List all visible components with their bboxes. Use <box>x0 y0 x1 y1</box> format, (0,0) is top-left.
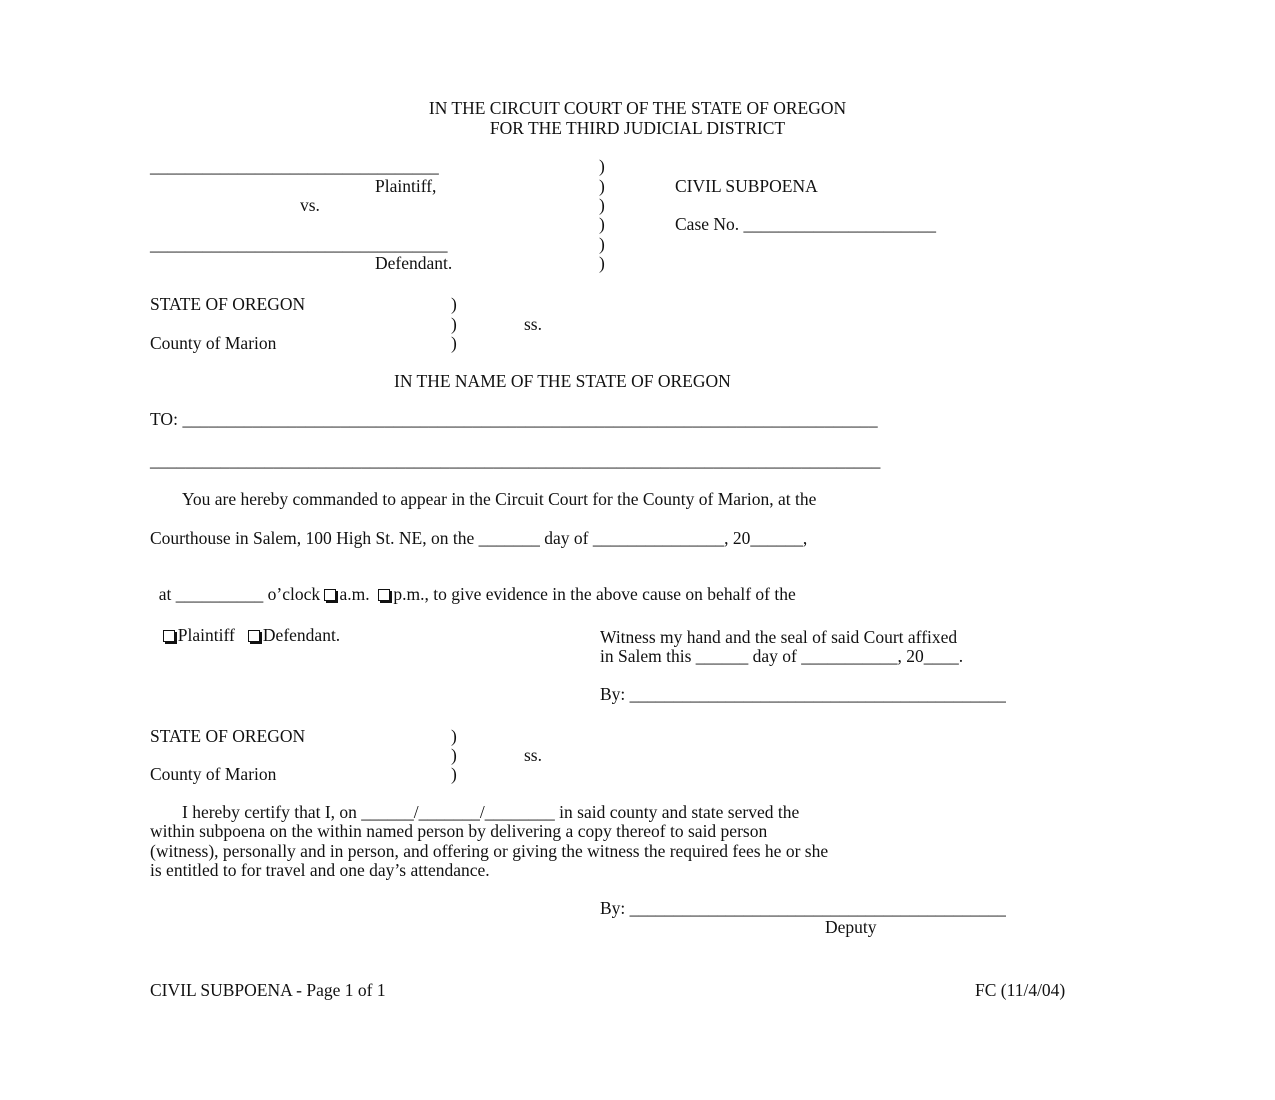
venue-paren: ) <box>451 764 457 784</box>
vs-label: vs. <box>300 195 320 215</box>
plaintiff-label: Plaintiff, <box>375 176 437 196</box>
document-title: CIVIL SUBPOENA <box>675 176 818 196</box>
defendant-name-blank[interactable]: __________________________________ <box>150 234 448 254</box>
caption-paren: ) <box>599 234 605 254</box>
caption-paren: ) <box>599 176 605 196</box>
plaintiff-option-label: Plaintiff <box>177 624 235 645</box>
checkbox-icon[interactable] <box>163 630 175 642</box>
caption-paren: ) <box>599 195 605 215</box>
venue-paren: ) <box>451 294 457 314</box>
time-field[interactable]: at __________ o’clock <box>158 583 325 604</box>
checkbox-icon[interactable] <box>248 630 260 642</box>
venue-paren: ) <box>451 333 457 353</box>
certify-line-4: is entitled to for travel and one day’s attendance. <box>150 860 490 880</box>
footer-form-code: FC (11/4/04) <box>975 980 1066 1000</box>
venue-state: STATE OF OREGON <box>150 726 306 746</box>
venue-county: County of Marion <box>150 333 277 353</box>
caption-paren: ) <box>599 214 605 234</box>
witness-line-1: Witness my hand and the seal of said Court affixed <box>600 627 958 647</box>
certify-line-3: (witness), personally and in person, and offering or giving the witness the required fees he or she <box>150 841 829 861</box>
defendant-option-label: Defendant. <box>262 624 341 645</box>
caption-paren: ) <box>599 253 605 273</box>
checkbox-icon[interactable] <box>378 589 390 601</box>
am-checkbox[interactable] <box>324 584 369 604</box>
deputy-label: Deputy <box>825 917 877 937</box>
deputy-signature-line[interactable]: By: ___________________________________________ <box>600 898 1006 918</box>
defendant-label: Defendant. <box>375 253 453 273</box>
venue-paren: ) <box>451 314 457 334</box>
defendant-checkbox[interactable] <box>248 625 340 645</box>
plaintiff-name-blank[interactable]: _________________________________ <box>150 156 439 176</box>
district-heading: FOR THE THIRD JUDICIAL DISTRICT <box>489 118 786 138</box>
to-field-line-2[interactable]: ___________________________________________________________________________________ <box>150 450 881 470</box>
footer-page-label: CIVIL SUBPOENA - Page 1 of 1 <box>150 980 386 1000</box>
venue-county: County of Marion <box>150 764 277 784</box>
state-name-heading: IN THE NAME OF THE STATE OF OREGON <box>394 371 731 391</box>
venue-paren: ) <box>451 726 457 746</box>
venue-state: STATE OF OREGON <box>150 294 306 314</box>
caption-paren: ) <box>599 156 605 176</box>
pm-checkbox[interactable] <box>378 584 795 604</box>
case-number-field[interactable]: Case No. ______________________ <box>675 214 937 234</box>
witness-line-2[interactable]: in Salem this ______ day of ___________, 20____. <box>600 646 964 666</box>
court-heading: IN THE CIRCUIT COURT OF THE STATE OF OREGON <box>428 98 847 118</box>
to-field-line-1[interactable]: TO: _______________________________________________________________________________ <box>150 409 878 429</box>
am-label: a.m. <box>339 583 370 604</box>
venue-ss: ss. <box>524 314 542 334</box>
clerk-signature-line[interactable]: By: ___________________________________________ <box>600 684 1006 704</box>
venue-ss: ss. <box>524 745 542 765</box>
checkbox-icon[interactable] <box>324 589 336 601</box>
plaintiff-checkbox[interactable] <box>163 625 235 645</box>
command-line-1: You are hereby commanded to appear in the Circuit Court for the County of Marion, at the <box>182 489 817 509</box>
certify-line-2: within subpoena on the within named person by delivering a copy thereof to said person <box>150 821 768 841</box>
pm-label: p.m., to give evidence in the above cause on behalf of the <box>393 583 796 604</box>
party-options <box>154 609 340 644</box>
command-line-3[interactable] <box>150 568 796 603</box>
command-line-2[interactable]: Courthouse in Salem, 100 High St. NE, on the _______ day of _______________, 20______, <box>150 528 808 548</box>
certify-line-1[interactable]: I hereby certify that I, on ______/_______/________ in said county and state served the <box>182 802 800 822</box>
venue-paren: ) <box>451 745 457 765</box>
